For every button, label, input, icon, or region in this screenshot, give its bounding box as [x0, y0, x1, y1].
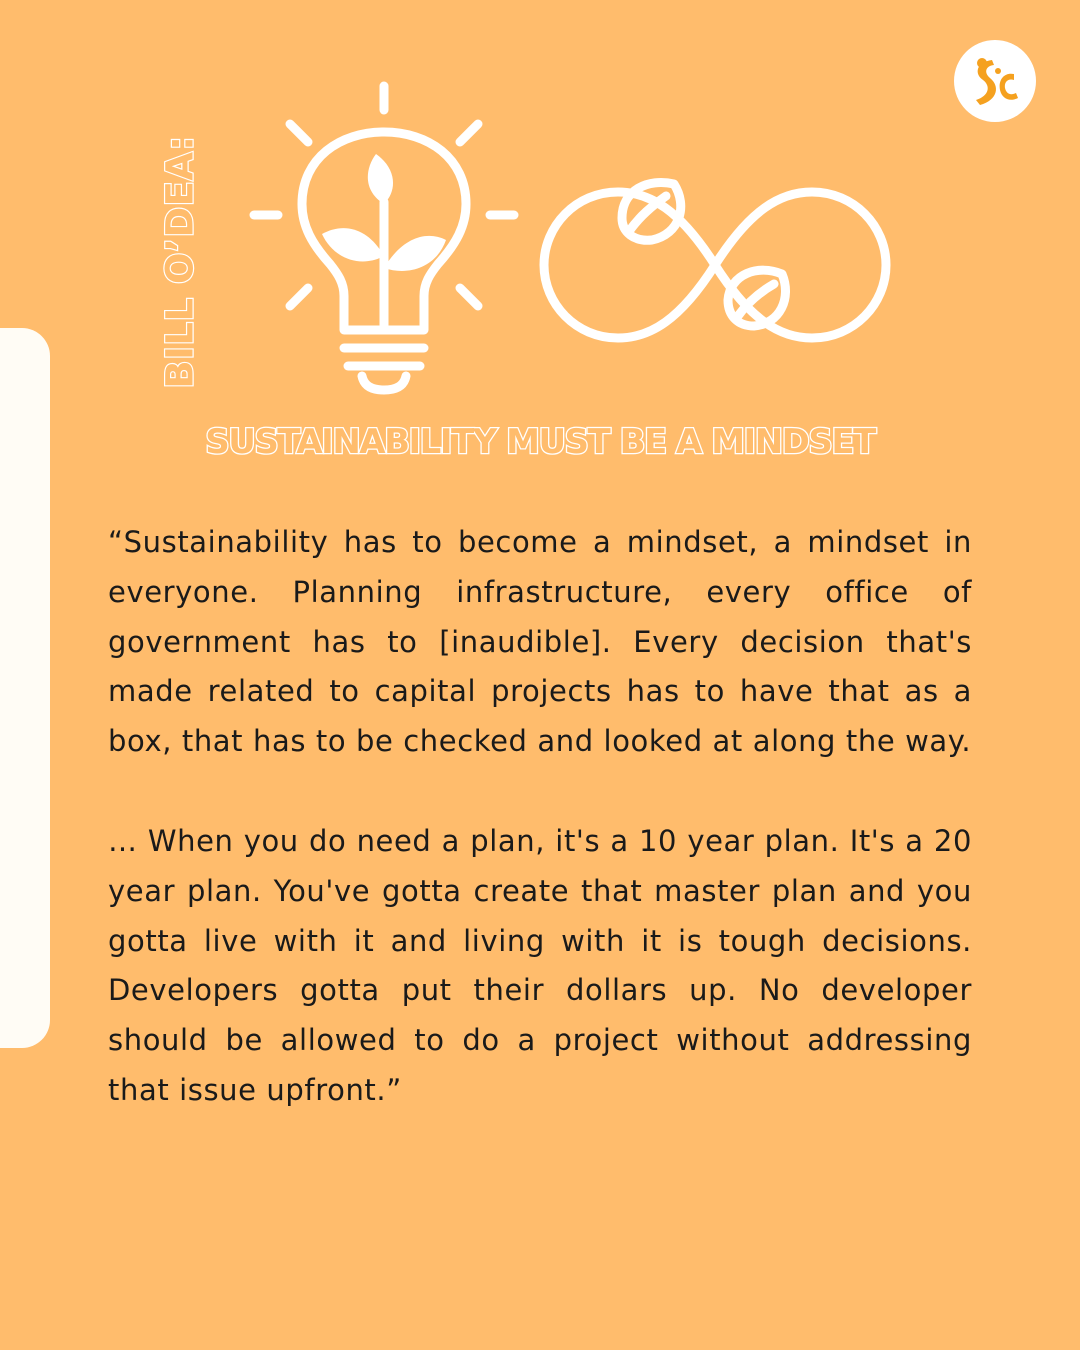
quote-paragraph-1: “Sustainability has to become a mindset, a mindset in everyone. Planning infrastructure, every office of government has to [inaudible]. Every decision that's made related to capital projects has to have that as a box, that has to be checked and looked at along the way. [108, 525, 972, 759]
infinity-leaves-icon [530, 170, 900, 360]
quote-paragraph-2: … When you do need a plan, it's a 10 year plan. It's a 20 year plan. You've gotta create that master plan and you gotta live with it and living with it is tough decisions. Developers gotta put their dollars up. No developer should be allowed to do a project without addressing that issue upfront.” [108, 823, 972, 1107]
lightbulb-with-plant-icon [240, 78, 530, 398]
speaker-name: BILL O’DEA: [158, 135, 202, 389]
headline: SUSTAINABILITY MUST BE A MINDSET [205, 422, 875, 462]
quote-block [108, 518, 972, 1116]
brand-logo-icon [954, 40, 1036, 122]
